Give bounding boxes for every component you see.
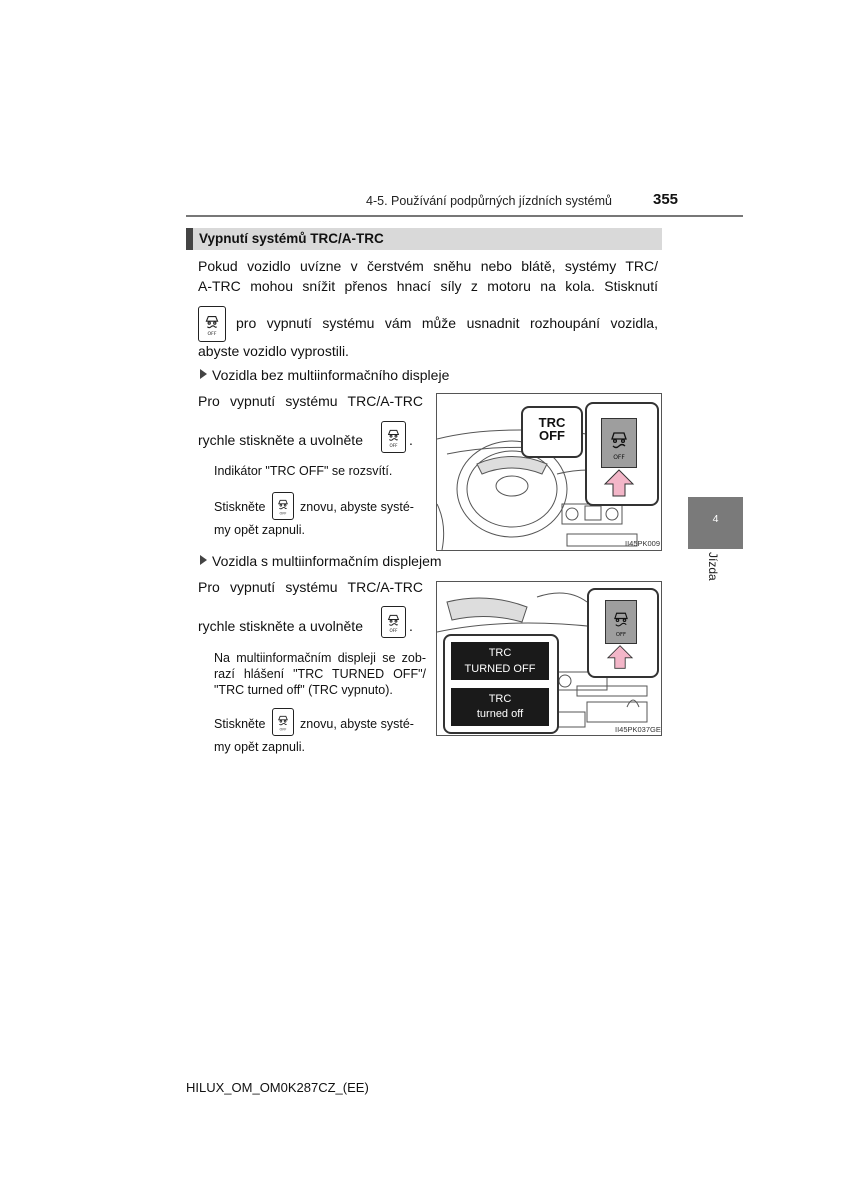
message1-line2: TURNED OFF [464, 663, 536, 675]
variant1-heading-text: Vozidla bez multiinformačního displeje [212, 367, 450, 383]
variant2-step-line2: rychle stiskněte a uvolněte [198, 618, 363, 634]
intro-line-4: abyste vozidlo vyprostili. [198, 343, 349, 359]
trc-off-switch-icon [381, 606, 406, 638]
variant2-heading-text: Vozidla s multiinformačním displejem [212, 553, 442, 569]
switch-callout [585, 402, 659, 506]
variant2-note1-c: "TRC turned off" (TRC vypnuto). [214, 683, 393, 697]
trc-off-switch-icon [272, 708, 294, 736]
svg-text:OFF: OFF [389, 627, 398, 633]
display-message-2 [451, 688, 549, 726]
trc-off-indicator-callout [521, 406, 583, 458]
intro-line-2: A-TRC mohou snížit přenos hnací síly z motoru na kola. Stisknutí [198, 278, 658, 294]
svg-text:OFF: OFF [279, 511, 287, 516]
figure2-code: II45PK037GE [615, 725, 661, 734]
variant2-heading [200, 550, 442, 573]
intro-line-1: Pokud vozidlo uvízne v čerstvém sněhu nebo blátě, systémy TRC/ [198, 258, 658, 274]
variant2-note1-b: razí hlášení "TRC TURNED OFF"/ [214, 667, 426, 681]
indicator-line2: OFF [539, 428, 565, 443]
indicator-line1: TRC [538, 415, 566, 430]
figure1-code: II45PK009 [625, 539, 661, 548]
trc-off-switch-icon [381, 421, 406, 453]
figure-dashboard-no-display [436, 393, 662, 551]
intro-line-3: pro vypnutí systému vám může usnadnit rozhoupání vozidla, [236, 315, 658, 331]
trc-off-button-icon [605, 600, 637, 644]
trc-off-switch-icon [272, 492, 294, 520]
svg-text:OFF: OFF [279, 727, 287, 732]
trc-off-switch-icon [198, 306, 226, 342]
bullet-triangle-icon [200, 555, 207, 565]
variant2-step-end: . [409, 618, 413, 634]
svg-text:OFF: OFF [615, 632, 627, 638]
variant1-step-line2: rychle stiskněte a uvolněte [198, 432, 363, 448]
variant1-step-line1: Pro vypnutí systému TRC/A-TRC [198, 393, 423, 409]
chapter-tab: 4 [688, 497, 743, 549]
variant1-note2-c: my opět zapnuli. [214, 523, 306, 537]
page-number: 355 [653, 191, 679, 208]
running-header-section: 4-5. Používání podpůrných jízdních systémů [366, 194, 612, 208]
switch-callout [587, 588, 659, 678]
message1-line1: TRC [488, 647, 512, 659]
variant2-note2-b: znovu, abyste systé- [300, 717, 414, 731]
variant2-note1-a: Na multiinformačním displeji se zob- [214, 651, 426, 665]
variant1-step-end: . [409, 432, 413, 448]
message2-line1: TRC [488, 693, 512, 705]
svg-text:OFF: OFF [613, 454, 625, 461]
multi-information-display-callout [443, 634, 559, 734]
header-rule [186, 215, 743, 217]
variant2-note2-a: Stiskněte [214, 717, 266, 731]
message2-line2: turned off [476, 708, 524, 720]
variant2-step-line1: Pro vypnutí systému TRC/A-TRC [198, 579, 423, 595]
svg-text:OFF: OFF [389, 442, 398, 448]
display-message-1 [451, 642, 549, 680]
footer-document-code: HILUX_OM_OM0K287CZ_(EE) [186, 1080, 369, 1095]
svg-text:OFF: OFF [207, 332, 217, 338]
variant1-note2-a: Stiskněte [214, 500, 266, 514]
variant1-heading [200, 364, 449, 387]
bullet-triangle-icon [200, 369, 207, 379]
press-arrow-icon [605, 644, 635, 670]
trc-off-button-icon [601, 418, 637, 468]
section-title: Vypnutí systémů TRC/A-TRC [186, 228, 662, 250]
variant1-note1: Indikátor "TRC OFF" se rozsvítí. [214, 464, 393, 478]
figure-dashboard-with-display [436, 581, 662, 736]
press-arrow-icon [603, 468, 635, 498]
variant1-note2-b: znovu, abyste systé- [300, 500, 414, 514]
variant2-note2-c: my opět zapnuli. [214, 740, 306, 754]
chapter-tab-label: Jízda [706, 552, 720, 581]
